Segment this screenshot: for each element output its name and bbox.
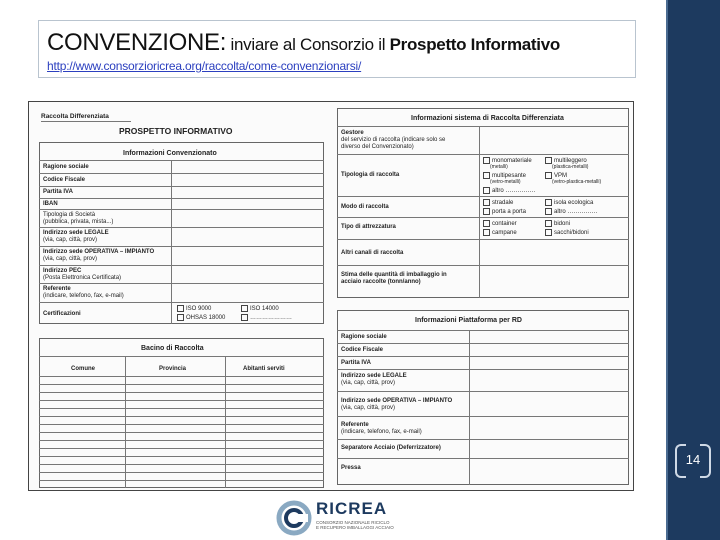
row-line — [39, 400, 324, 401]
row-line — [39, 384, 324, 385]
option-vpm: VPM — [545, 172, 567, 179]
row-line — [39, 186, 324, 187]
row-partita-iva: Partita IVA — [43, 189, 73, 195]
row-line — [337, 239, 629, 240]
p-row-ragione-sociale: Ragione sociale — [341, 334, 387, 340]
row-line — [39, 416, 324, 417]
option-stradale: stradale — [483, 199, 513, 206]
basin-table — [39, 338, 324, 488]
p-row-referente-note: (indicare, telefono, fax, e-mail) — [341, 429, 422, 435]
checkbox-icon — [483, 229, 490, 236]
row-line — [337, 458, 629, 459]
row-line — [337, 391, 629, 392]
logo-subtitle-line1: CONSORZIO NAZIONALE RICICLO — [316, 520, 390, 525]
row-line — [337, 330, 629, 331]
cert-option: ISO 14000 — [241, 305, 279, 312]
title-box — [38, 20, 636, 78]
row-certificazioni: Certificazioni — [43, 311, 81, 317]
row-codice-fiscale: Codice Fiscale — [43, 177, 86, 183]
p-row-sede-operativa: Indirizzo sede OPERATIVA – IMPIANTO — [341, 398, 453, 404]
row-pec-note: (Posta Elettronica Certificata) — [43, 275, 122, 281]
row-line — [39, 356, 324, 357]
checkbox-icon — [483, 208, 490, 215]
logo-subtitle — [316, 520, 394, 530]
checkbox-icon — [241, 305, 248, 312]
convention-link[interactable]: http://www.consorzioricrea.org/raccolta/come-convenzionarsi/ — [47, 59, 362, 73]
option-container: container — [483, 220, 517, 227]
p-row-sede-operativa-note: (via, cap, città, prov) — [341, 405, 396, 411]
checkbox-icon — [241, 314, 248, 321]
basin-title: Bacino di Raccolta — [141, 345, 204, 352]
form-header: Raccolta Differenziata — [41, 113, 109, 120]
option-multipesante: multipesante — [483, 172, 526, 179]
p-row-separatore: Separatore Acciaio (Deferrizzatore) — [341, 445, 441, 451]
piattaforma-title: Informazioni Piattaforma per RD — [415, 317, 522, 324]
row-gestore-note2: diverso del Convenzionato) — [341, 144, 414, 150]
row-line — [39, 283, 324, 284]
row-line — [337, 154, 629, 155]
row-line — [39, 376, 324, 377]
row-line — [39, 173, 324, 174]
row-line — [337, 369, 629, 370]
row-line — [39, 302, 324, 303]
col-divider — [469, 330, 470, 485]
checkbox-icon — [483, 220, 490, 227]
page-bracket-right — [700, 444, 711, 478]
title-middle: inviare al Consorzio il — [226, 35, 390, 54]
row-line — [337, 439, 629, 440]
row-line — [39, 198, 324, 199]
page-bracket-left — [675, 444, 686, 478]
checkbox-icon — [545, 157, 552, 164]
row-iban: IBAN — [43, 201, 58, 207]
form-title: PROSPETTO INFORMATIVO — [119, 126, 233, 136]
row-stima: Stima delle quantità di imballaggio in — [341, 272, 447, 278]
p-row-referente: Referente — [341, 422, 369, 428]
option-monomateriale: monomateriale — [483, 157, 532, 164]
row-tipo-attrezzatura: Tipo di attrezzatura — [341, 224, 396, 230]
scanned-form — [28, 101, 634, 491]
p-row-pressa: Pressa — [341, 465, 361, 471]
checkbox-icon — [483, 157, 490, 164]
col-divider — [479, 126, 480, 298]
row-sede-legale: Indirizzo sede LEGALE — [43, 230, 109, 236]
ricrea-logo-icon — [276, 500, 312, 536]
row-line — [39, 227, 324, 228]
checkbox-icon — [545, 172, 552, 179]
title-main: CONVENZIONE: — [47, 29, 227, 56]
row-line — [337, 265, 629, 266]
page-number — [667, 442, 719, 478]
row-tipologia-raccolta: Tipologia di raccolta — [341, 172, 400, 178]
option-note: (vetro-metalli) — [490, 179, 521, 185]
row-stima-note: acciaio raccolte (tonn/anno) — [341, 279, 421, 285]
row-line — [337, 196, 629, 197]
checkbox-icon — [483, 172, 490, 179]
row-line — [39, 440, 324, 441]
option-altro: altro …………… — [483, 187, 535, 194]
checkbox-icon — [177, 314, 184, 321]
checkbox-icon — [545, 208, 552, 215]
row-tipologia: Tipologia di Società — [43, 212, 96, 218]
option-note: (plastica-metalli) — [552, 164, 589, 170]
checkbox-icon — [545, 229, 552, 236]
row-ragione-sociale: Ragione sociale — [43, 164, 89, 170]
cert-option: ………………… — [241, 314, 292, 321]
option-altro-modo: altro …………… — [545, 208, 597, 215]
convenzionato-section: Informazioni Convenzionato — [123, 150, 217, 157]
row-line — [39, 464, 324, 465]
page-number-text: 14 — [685, 452, 701, 467]
row-line — [39, 456, 324, 457]
header-underline — [41, 121, 131, 122]
option-isola-ecologica: isola ecologica — [545, 199, 593, 206]
basin-col-comune: Comune — [71, 366, 95, 372]
row-line — [39, 472, 324, 473]
row-line — [337, 343, 629, 344]
p-row-sede-legale-note: (via, cap, città, prov) — [341, 380, 396, 386]
checkbox-icon — [545, 199, 552, 206]
row-line — [39, 392, 324, 393]
ricrea-logo — [276, 496, 416, 540]
row-line — [337, 356, 629, 357]
cert-option: ISO 9000 — [177, 305, 211, 312]
option-campane: campane — [483, 229, 517, 236]
option-sacchi-bidoni: sacchi/bidoni — [545, 229, 589, 236]
row-pec: Indirizzo PEC — [43, 268, 82, 274]
option-bidoni: bidoni — [545, 220, 570, 227]
row-referente-note: (indicare, telefono, fax, e-mail) — [43, 293, 124, 299]
row-line — [337, 217, 629, 218]
checkbox-icon — [483, 199, 490, 206]
row-line — [337, 416, 629, 417]
slide-title — [47, 29, 560, 57]
option-note: (vetro-plastica-metalli) — [552, 179, 602, 185]
logo-subtitle-line2: E RECUPERO IMBALLAGGI ACCIAIO — [316, 525, 394, 530]
row-altri-canali: Altri canali di raccolta — [341, 250, 404, 256]
checkbox-icon — [177, 305, 184, 312]
row-line — [39, 209, 324, 210]
row-line — [39, 448, 324, 449]
row-modo-raccolta: Modo di raccolta — [341, 204, 389, 210]
title-bold: Prospetto Informativo — [389, 35, 560, 54]
p-row-partita-iva: Partita IVA — [341, 360, 371, 366]
basin-col-provincia: Provincia — [159, 366, 187, 372]
row-gestore: Gestore — [341, 130, 364, 136]
checkbox-icon — [483, 187, 490, 194]
row-sede-operativa-note: (via, cap, città, prov) — [43, 256, 98, 262]
row-sede-operativa: Indirizzo sede OPERATIVA – IMPIANTO — [43, 249, 155, 255]
option-multileggero: multileggero — [545, 157, 587, 164]
p-row-codice-fiscale: Codice Fiscale — [341, 347, 384, 353]
option-porta-a-porta: porta a porta — [483, 208, 526, 215]
option-note: (metalli) — [490, 164, 508, 170]
col-divider — [171, 160, 172, 324]
checkbox-icon — [545, 220, 552, 227]
row-line — [39, 432, 324, 433]
cert-option: OHSAS 18000 — [177, 314, 225, 321]
row-line — [337, 126, 629, 127]
p-row-sede-legale: Indirizzo sede LEGALE — [341, 373, 407, 379]
row-line — [39, 160, 324, 161]
row-line — [39, 424, 324, 425]
row-sede-legale-note: (via, cap, città, prov) — [43, 237, 98, 243]
row-referente: Referente — [43, 286, 71, 292]
basin-col-abitanti: Abitanti serviti — [243, 366, 285, 372]
row-gestore-note: del servizio di raccolta (indicare solo se — [341, 137, 446, 143]
raccolta-title: Informazioni sistema di Raccolta Differenziata — [411, 115, 564, 122]
row-line — [39, 408, 324, 409]
row-tipologia-note: (pubblica, privata, mista...) — [43, 219, 114, 225]
row-line — [39, 480, 324, 481]
row-line — [39, 265, 324, 266]
logo-name: RICREA — [316, 499, 388, 518]
row-line — [39, 246, 324, 247]
